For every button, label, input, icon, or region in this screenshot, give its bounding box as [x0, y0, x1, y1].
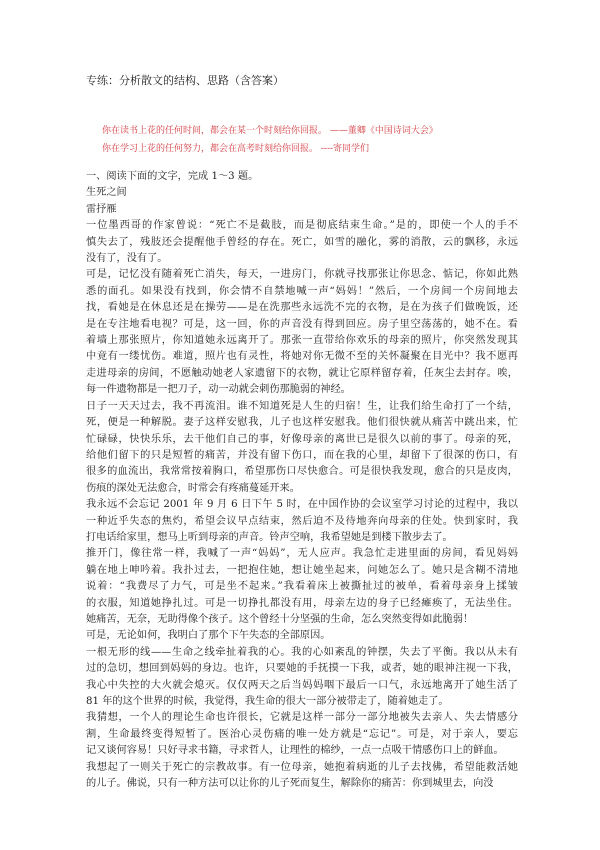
paragraph-line: 很多的血流出，我常常按着胸口，希望那伤口尽快愈合。可是很快我发现，愈合的只是皮肉，	[86, 466, 518, 478]
document-title: 专练：分析散文的结构、思路（含答案）	[86, 74, 284, 87]
paragraph-line: 推开门，像往常一样，我喊了一声“妈妈”，无人应声。我急忙走进里面的房间，看见妈妈	[86, 548, 518, 560]
paragraph-line: 过的急切，想回到妈妈的身边。也许，只要她的手抚摸一下我，或者，她的眼神注视一下我，	[86, 663, 518, 675]
paragraph	[86, 267, 518, 398]
paragraph-line: 躺在地上呻吟着。我扑过去，一把抱住她，想让她坐起来，问她怎么了。她只是含糊不清地	[86, 564, 518, 576]
paragraphs	[86, 218, 518, 792]
paragraph-line: 走进母亲的房间，不愿触动她老人家遗留下的衣物，就让它原样留存着，任灰尘去封存。唉，	[86, 367, 518, 379]
paragraph-line: 没有了，没有了。	[86, 253, 168, 265]
paragraph-line: 的衣服，知道她挣扎过。可是一切挣扎都没有用，母亲左边的身子已经瘫痪了，无法坐住。	[86, 597, 518, 609]
paragraph-line: 慎失去了，残肢还会提醒他手曾经的存在。死亡，如雪的融化，雾的消散，云的飘移，永远	[86, 236, 518, 248]
paragraph-line: 悉的面孔。如果没有找到，你会情不自禁地喊一声“妈妈！”然后，一个房间一个房间地去	[86, 285, 518, 297]
paragraph-line: 说着：“我费尽了力气，可是坐不起来。”我看着床上被撕扯过的被单，看着母亲身上揉皱	[86, 581, 518, 593]
paragraph	[86, 399, 518, 497]
motto-quotes	[102, 122, 518, 158]
paragraph-line: 伤痕的深处无法愈合，时常会有疼痛蔓延开来。	[86, 482, 300, 494]
paragraph-line: 一位墨西哥的作家曾说：“死亡不是截肢，而是彻底结束生命。”是的，即使一个人的手不	[86, 220, 518, 232]
motto-quote: 你在读书上花的任何时间，都会在某一个时刻给你回报。 ——董卿《中国诗词大会》	[102, 126, 438, 136]
paragraph-line: 可是，记忆没有随着死亡消失，每天，一进房门，你就寻找那张让你思念、惦记，你如此熟	[86, 269, 518, 281]
paragraph-line: 割，生命最终变得短暂了。医治心灵伤痛的唯一处方就是“忘记”。可是，对于亲人，要忘	[86, 728, 518, 740]
paragraph-line: 我永远不会忘记 2001 年 9 月 6 日下午 5 时，在中国作协的会议室学习讨论的过程中，我以	[86, 499, 518, 511]
paragraph-line: 是在专注地看电视？可是，这一回，你的声音没有得到回应。房子里空荡荡的，她不在。看	[86, 318, 518, 330]
paragraph-line: 的儿子。佛说，只有一种方法可以让你的儿子死而复生，解除你的痛苦：你到城里去，向没	[86, 778, 494, 790]
essay-title: 生死之间	[86, 187, 127, 199]
paragraph	[86, 760, 518, 793]
paragraph-line: 着墙上那张照片，你知道她永远离开了。那张一直带给你欢乐的母亲的照片，你突然发现其	[86, 335, 518, 347]
paragraph-line: 我心中失控的大火就会熄灭。仅仅两天之后当妈妈咽下最后一口气，永远地离开了她生活了	[86, 679, 518, 691]
paragraph-line: 她痛苦，无奈，无助得像个孩子。这个曾经十分坚强的生命，怎么突然变得如此脆弱！	[86, 613, 474, 625]
paragraph	[86, 218, 518, 267]
motto-quote: 你在学习上花的任何努力，都会在高考时刻给你回报。 ----寄同学们	[102, 144, 370, 154]
paragraph-line: 一种近乎失态的焦灼，希望会议早点结束，然后迫不及待地奔向母亲的住处。快到家时，我	[86, 515, 518, 527]
paragraph-line: 我想起了一则关于死亡的宗教故事。有一位母亲，她抱着病逝的儿子去找佛，希望能救活她	[86, 761, 518, 773]
paragraph-line: 中竟有一缕忧伤。难道，照片也有灵性，将她对你无微不至的关怀凝聚在目光中？我不愿再	[86, 351, 518, 363]
question-instruction: 一、阅读下面的文字，完成 1～3 题。	[86, 171, 259, 182]
paragraph	[86, 645, 518, 711]
paragraph	[86, 546, 518, 628]
paragraph-line: 81 年的这个世界的时候，我觉得，我生命的很大一部分被带走了，随着她走了。	[86, 696, 449, 707]
paragraph	[86, 497, 518, 546]
paragraph-line: 打电话给家里，想马上听到母亲的声音。铃声空响，我希望她是到楼下散步去了。	[86, 531, 453, 543]
reading-passage	[86, 169, 518, 792]
paragraph-line: 日子一天天过去，我不再流泪。谁不知道死是人生的归宿！生，让我们给生命打了一个结，	[86, 400, 518, 412]
paragraph-line: 可是，无论如何，我明白了那个下午失态的全部原因。	[86, 630, 331, 642]
paragraph-line: 死，便是一种解脱。妻子这样安慰我，儿子也这样安慰我。他们很快就从痛苦中跳出来，忙	[86, 417, 518, 429]
paragraph	[86, 710, 518, 759]
paragraph-line: 记又谈何容易！只好寻求书籍，寻求哲人，让理性的棉纱，一点一点吸干情感伤口上的鲜血。	[86, 745, 504, 757]
paragraph-line: 找，看她是在休息还是在操劳——是在洗那些永远洗不完的衣物，是在为孩子们做晚饭，还	[86, 302, 518, 314]
paragraph-line: 忙碌碌，快快乐乐，去干他们自己的事，好像母亲的离世已是很久以前的事了。母亲的死，	[86, 433, 518, 445]
paragraph-line: 我猜想，一个人的理论生命也许很长，它就是这样一部分一部分地被失去亲人、失去情感分	[86, 712, 518, 724]
paragraph-line: 每一件遗物都是一把刀子，动一动就会刺伤那脆弱的神经。	[86, 384, 351, 396]
paragraph	[86, 628, 518, 644]
essay-author: 雷抒雁	[86, 203, 117, 215]
paragraph-line: 一根无形的线——生命之线牵扯着我的心。我的心如紊乱的钟摆，失去了平衡。我以从未有	[86, 646, 518, 658]
paragraph-line: 给他们留下的只是短暂的痛苦，并没有留下伤口，而在我的心里，却留下了很深的伤口，有	[86, 449, 518, 461]
